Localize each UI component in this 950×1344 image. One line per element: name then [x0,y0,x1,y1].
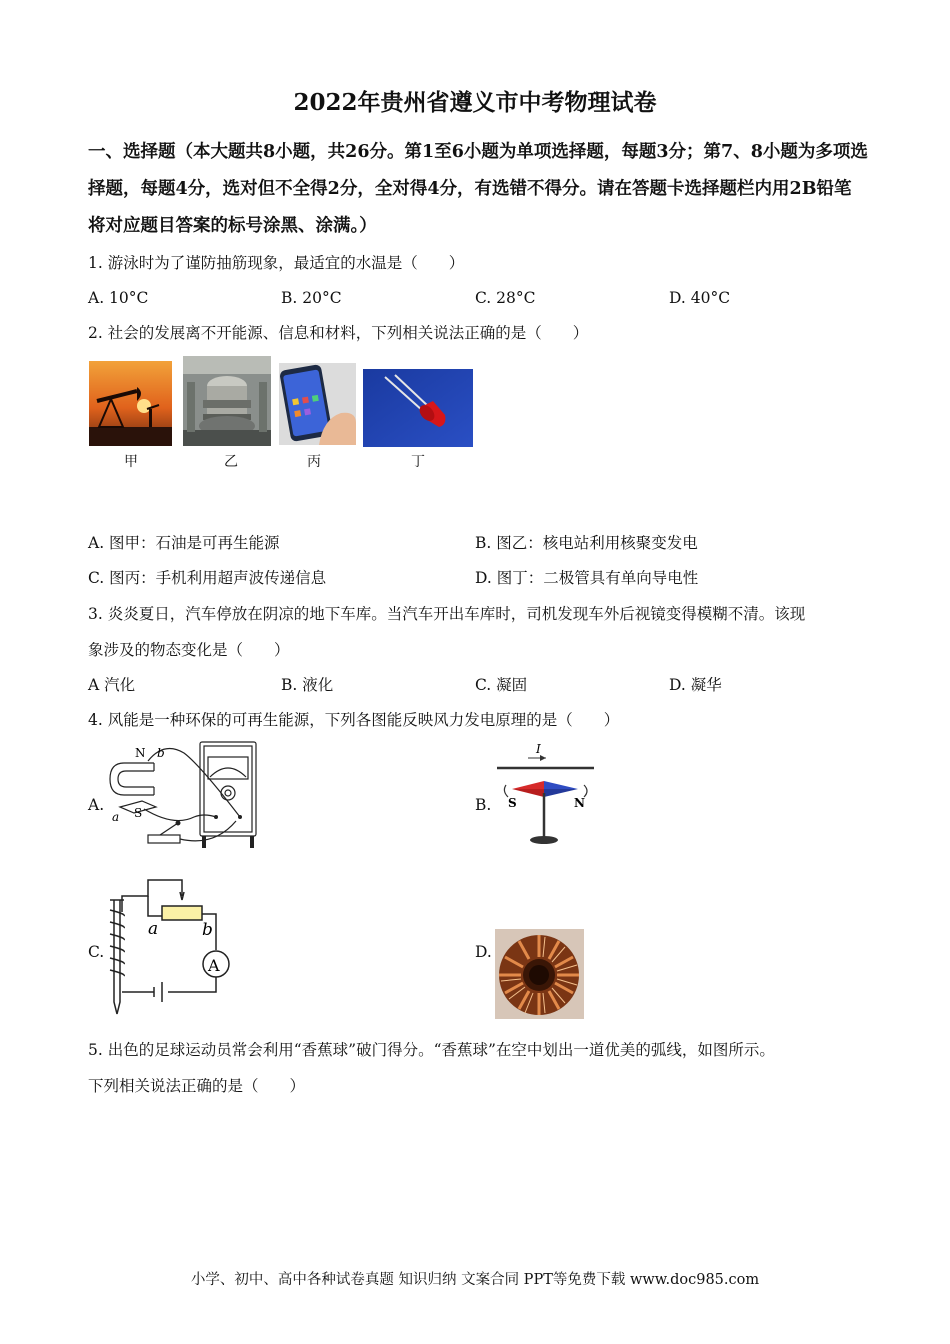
question-5-stem-line1: 5. 出色的足球运动员常会利用“香蕉球”破门得分。“香蕉球”在空中划出一道优美的弧线，如图所示。 [88,1041,775,1059]
compass-label-n: N [574,796,585,810]
figure-a-label-a: a [112,810,120,824]
question-4-option-c-label: C. [88,943,105,961]
question-4-option-b-label: B. [475,796,492,814]
question-1-option-b: B. 20°C [281,289,342,307]
question-3-option-d: D. 凝华 [669,676,722,694]
electromagnet-circuit-diagram [104,876,244,1016]
section-instructions: 一、选择题（本大题共8小题，共26分。第1至6小题为单项选择题，每题3分；第7、8小题为多项选择题，每题4分，选对但不全得2分，全对得4分，有选错不得分。请在答题卡选择题栏内用2B铅笔将对应题目答案的标号涂黑、涂满。） [88,142,868,236]
question-1-option-d: D. 40°C [669,289,731,307]
question-3-option-c: C. 凝固 [475,676,528,694]
question-3-option-a: A 汽化 [88,676,136,694]
question-5-stem-line2: 下列相关说法正确的是（ ） [88,1077,306,1095]
question-2-option-c: C. 图丙：手机利用超声波传递信息 [88,569,327,587]
question-1-stem: 1. 游泳时为了谨防抽筋现象，最适宜的水温是（ ） [88,254,465,272]
figure-a-label-b: b [157,746,165,760]
compass-label-s: S [508,796,517,810]
figure-caption-ding: 丁 [411,454,425,470]
question-2-option-b: B. 图乙：核电站利用核聚变发电 [475,534,698,552]
figure-caption-jia: 甲 [124,454,138,470]
diode-photo [363,369,473,447]
rheostat-label-a: a [148,919,159,939]
current-label: I [536,742,541,756]
question-3-stem-line2: 象涉及的物态变化是（ ） [88,641,290,659]
oersted-experiment-diagram [494,741,600,846]
ammeter-label: A [208,956,220,975]
nuclear-reactor-photo [183,356,271,446]
rheostat-label-b: b [202,920,213,940]
question-3-option-b: B. 液化 [281,676,334,694]
question-2-stem: 2. 社会的发展离不开能源、信息和材料，下列相关说法正确的是（ ） [88,324,589,342]
question-3-stem-line1: 3. 炎炎夏日，汽车停放在阴凉的地下车库。当汽车开出车库时，司机发现车外后视镜变得模糊不清。该现 [88,605,806,623]
mobile-phone-photo [279,363,356,445]
page-footer: 小学、初中、高中各种试卷真题 知识归纳 文案合同 PPT等免费下载 www.doc985.com [190,1272,760,1288]
question-4-stem: 4. 风能是一种环保的可再生能源，下列各图能反映风力发电原理的是（ ） [88,711,620,729]
page-title: 2022年贵州省遵义市中考物理试卷 [293,89,657,116]
figure-caption-bing: 丙 [307,454,321,470]
figure-a-label-n: N [135,746,146,760]
question-2-option-d: D. 图丁：二极管具有单向导电性 [475,569,699,587]
oil-pump-photo [89,361,172,446]
electromagnetic-induction-diagram [104,737,266,852]
question-2-option-a: A. 图甲：石油是可再生能源 [88,534,280,552]
figure-caption-yi: 乙 [224,454,238,470]
question-1-option-a: A. 10°C [88,289,149,307]
question-4-option-d-label: D. [475,943,492,961]
question-4-option-a-label: A. [88,796,105,814]
question-1-option-c: C. 28°C [475,289,536,307]
copper-coil-photo [495,929,584,1019]
figure-a-label-s: S [134,806,143,820]
